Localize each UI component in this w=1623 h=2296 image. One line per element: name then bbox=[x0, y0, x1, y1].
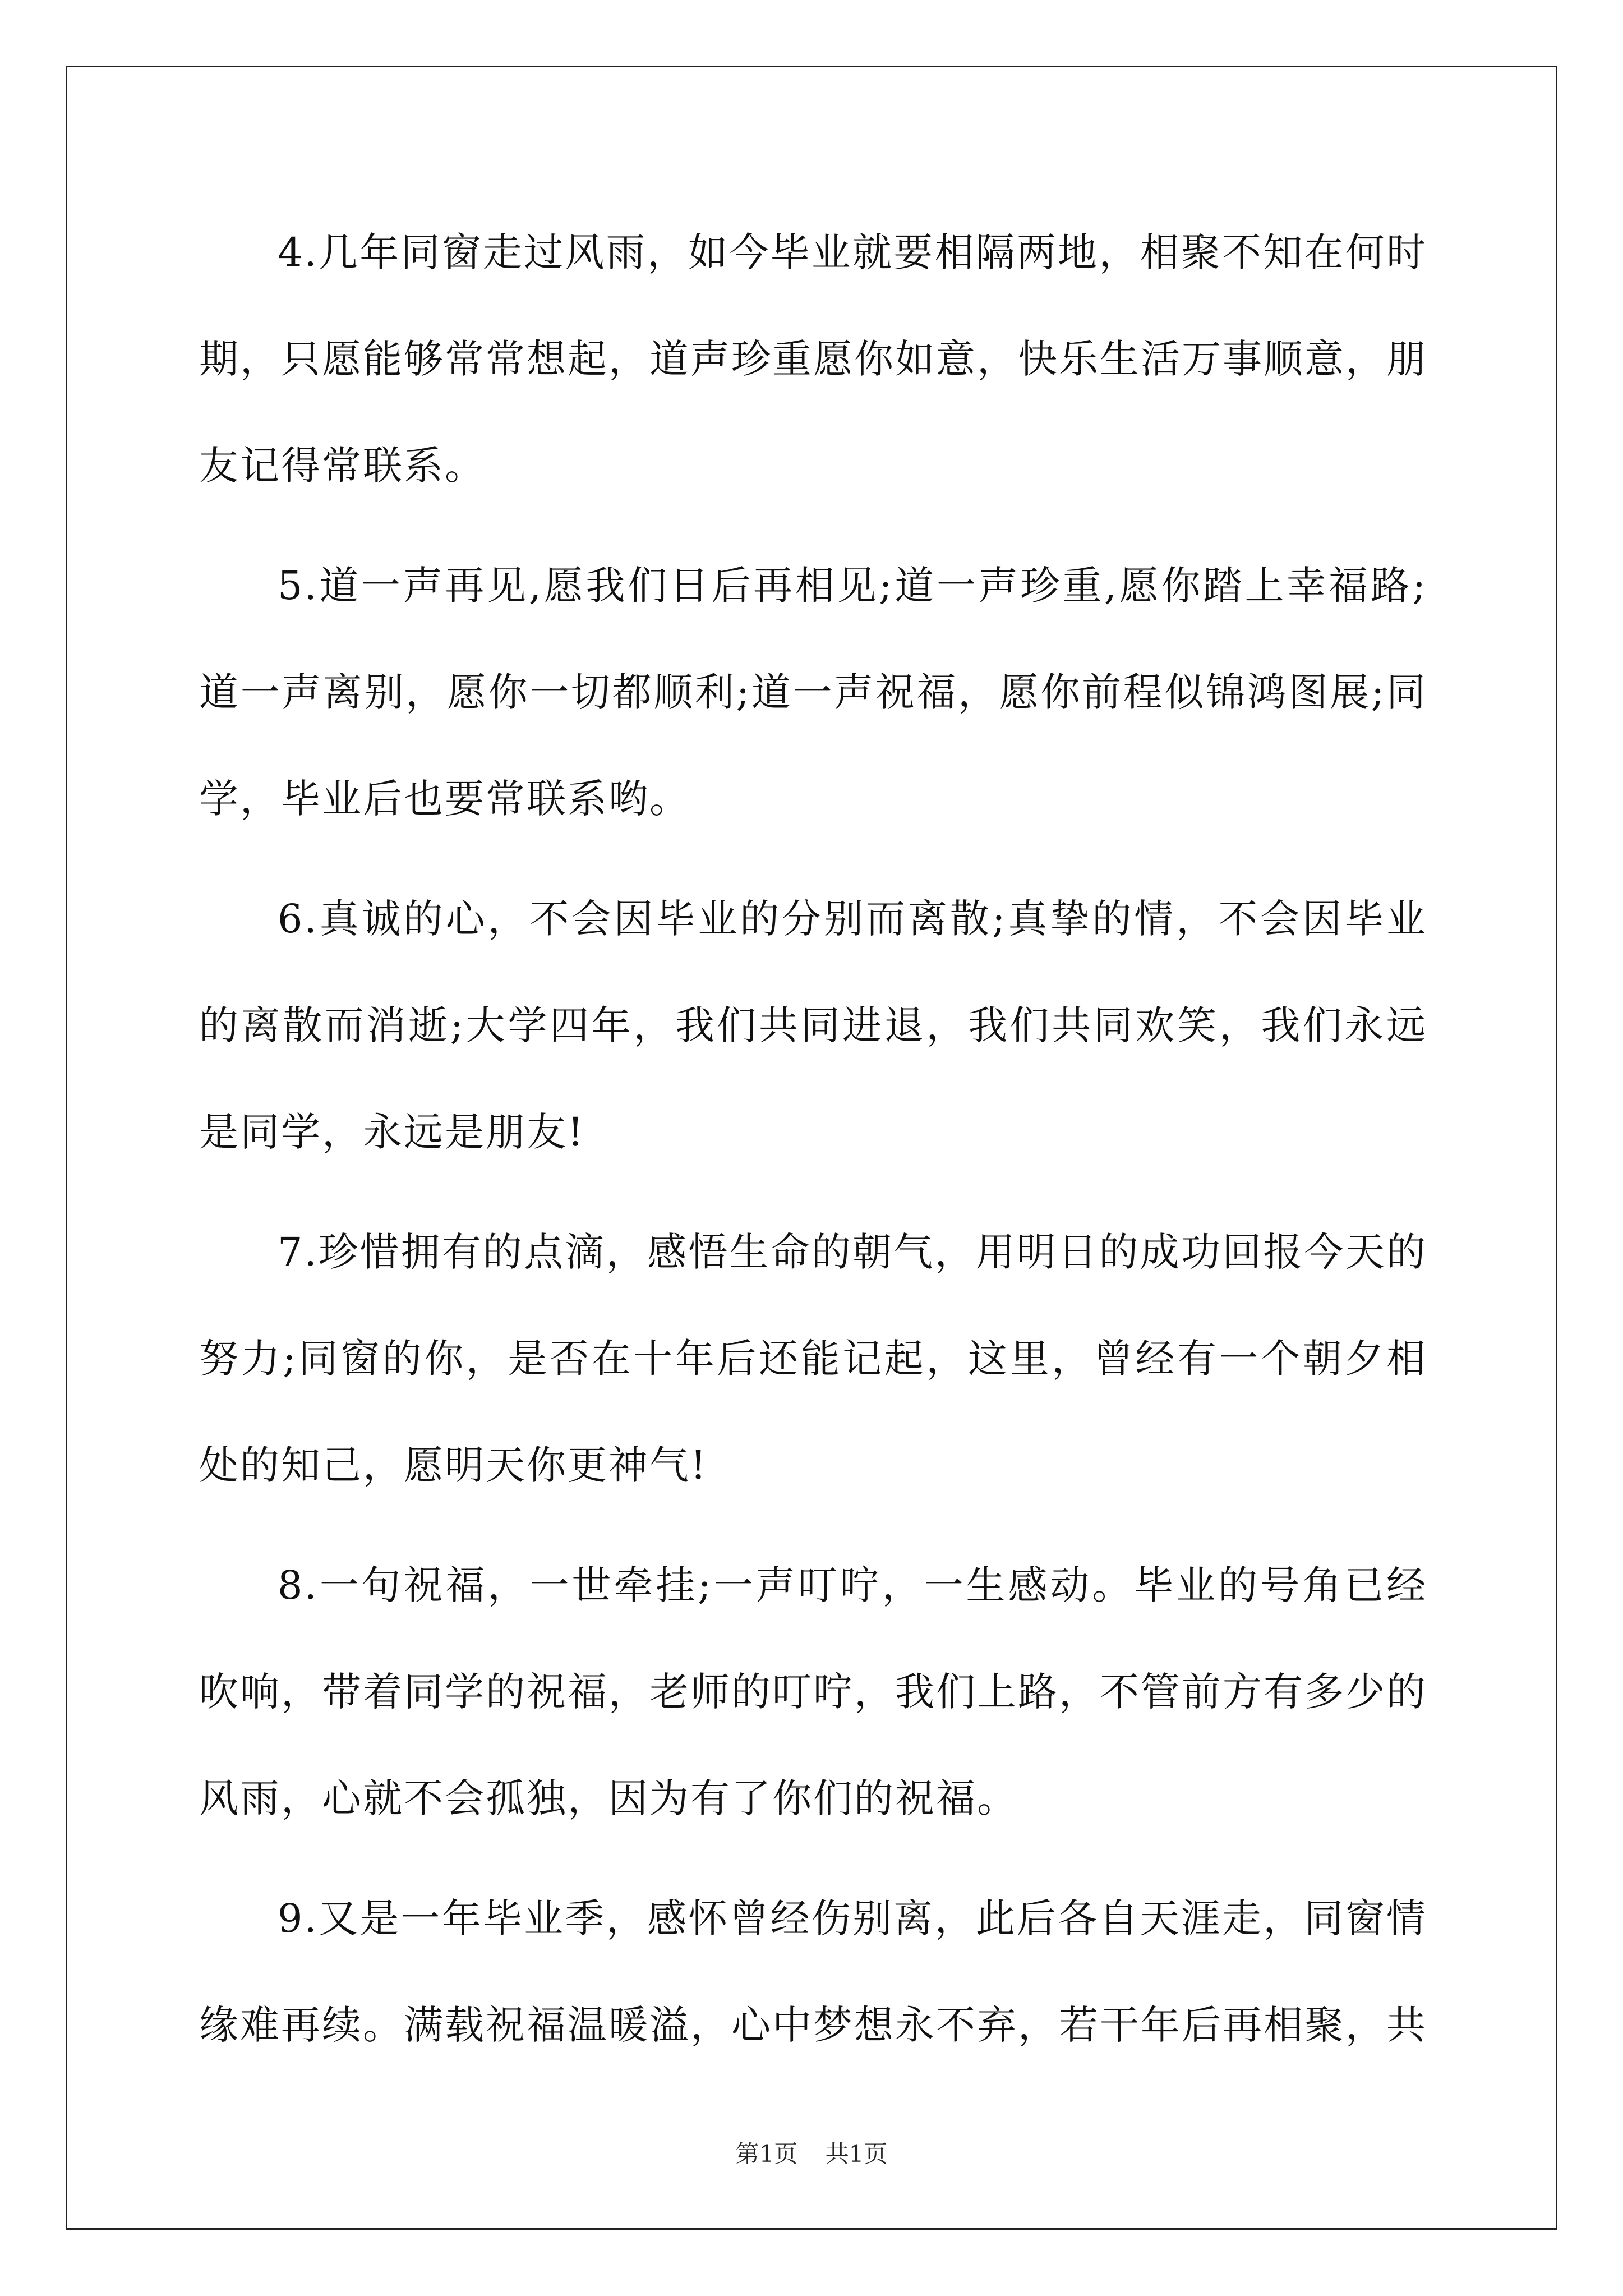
paragraph-5: 5.道一声再见,愿我们日后再相见;道一声珍重,愿你踏上幸福路;道一声离别，愿你一切都顺利;道一声祝福，愿你前程似锦鸿图展;同学，毕业后也要常联系哟。 bbox=[199, 563, 1427, 822]
page-number-current: 第1页 bbox=[735, 2140, 798, 2168]
paragraph-9: 9.又是一年毕业季，感怀曾经伤别离，此后各自天涯走，同窗情缘难再续。满载祝福温暖溢，心中梦想永不弃，若干年后再相聚，共 bbox=[199, 1895, 1427, 2048]
paragraph-4: 4.几年同窗走过风雨，如今毕业就要相隔两地，相聚不知在何时期，只愿能够常常想起，道声珍重愿你如意，快乐生活万事顺意，朋友记得常联系。 bbox=[199, 229, 1427, 489]
paragraph-7: 7.珍惜拥有的点滴，感悟生命的朝气，用明日的成功回报今天的努力;同窗的你，是否在十年后还能记起，这里，曾经有一个朝夕相处的知己，愿明天你更神气! bbox=[199, 1229, 1427, 1488]
paragraph-8: 8.一句祝福，一世牵挂;一声叮咛，一生感动。毕业的号角已经吹响，带着同学的祝福，老师的叮咛，我们上路，不管前方有多少的风雨，心就不会孤独，因为有了你们的祝福。 bbox=[199, 1562, 1427, 1821]
page-number-total: 共1页 bbox=[825, 2140, 888, 2168]
document-body bbox=[199, 199, 1427, 2092]
page-footer bbox=[0, 2137, 1623, 2171]
paragraph-6: 6.真诚的心，不会因毕业的分别而离散;真挚的情，不会因毕业的离散而消逝;大学四年，我们共同进退，我们共同欢笑，我们永远是同学，永远是朋友! bbox=[199, 896, 1427, 1155]
